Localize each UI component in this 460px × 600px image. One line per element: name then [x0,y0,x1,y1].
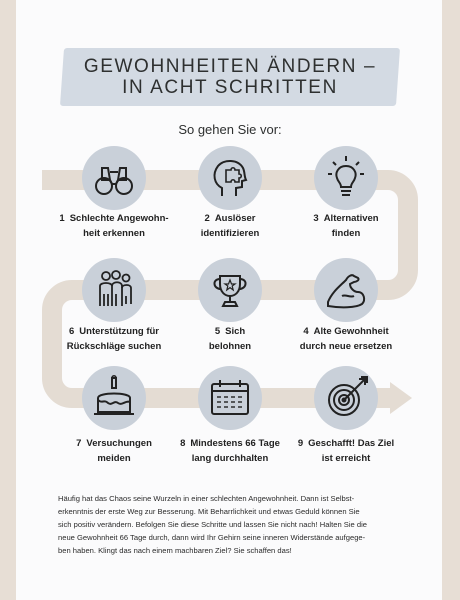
step-3-label: 3 Alternativen finden [313,213,379,239]
head-puzzle-icon [198,146,262,210]
flexed-arm-icon [314,258,378,322]
calendar-icon [198,366,262,430]
step-3-circle [314,146,378,210]
step-2-label: 2 Auslöser identifizieren [200,213,260,239]
step-5-label: 5 Sich belohnen [208,326,252,352]
step-8-label: 8 Mindestens 66 Tage lang durchhalten [180,438,280,464]
step-6-label: 6 Unterstützung für Rückschläge suchen [66,326,162,352]
step-1-circle [82,146,146,210]
title-line-1: GEWOHNHEITEN ÄNDERN – [83,56,377,77]
footer-line: ben haben. Klingt das nach einem machbaren Ziel? Sie schaffen das! [58,546,292,555]
footer-line: neue Gewohnheit 66 Tage durch, dann wird Ihr Gehirn seine inneren Widerstände aufgege- [58,533,366,542]
footer-line: Häufig hat das Chaos seine Wurzeln in einer schlechten Angewohnheit. Dann ist Selbst- [58,494,355,503]
step-4-circle [314,258,378,322]
step-6-circle [82,258,146,322]
title-line-2: IN ACHT SCHRITTEN [122,77,338,98]
footer-line: sich positiv verändern. Befolgen Sie diese Schritte und lassen Sie nicht nach! Halten Sie die [58,520,367,529]
step-2-circle [198,146,262,210]
binoculars-icon [82,146,146,210]
step-7-label: 7 Versuchungen meiden [76,438,152,464]
step-1-label: 1 Schlechte Angewohn- heit erkennen [59,213,169,239]
step-4-label: 4 Alte Gewohnheit durch neue ersetzen [299,326,393,352]
cake-icon [82,366,146,430]
footer-line: erkenntnis der erste Weg zur Besserung. Mit Beharrlichkeit und etwas Geduld können Sie [58,507,360,516]
path-arrowhead [390,382,412,414]
step-9-label: 9 Geschafft! Das Ziel ist erreicht [297,438,395,464]
step-8-circle [198,366,262,430]
footer-paragraph [58,492,400,557]
step-7-circle [82,366,146,430]
trophy-icon [198,258,262,322]
lightbulb-icon [314,146,378,210]
people-group-icon [82,258,146,322]
target-icon [314,366,378,430]
step-5-circle [198,258,262,322]
step-9-circle [314,366,378,430]
subtitle: So gehen Sie vor: [178,122,282,137]
